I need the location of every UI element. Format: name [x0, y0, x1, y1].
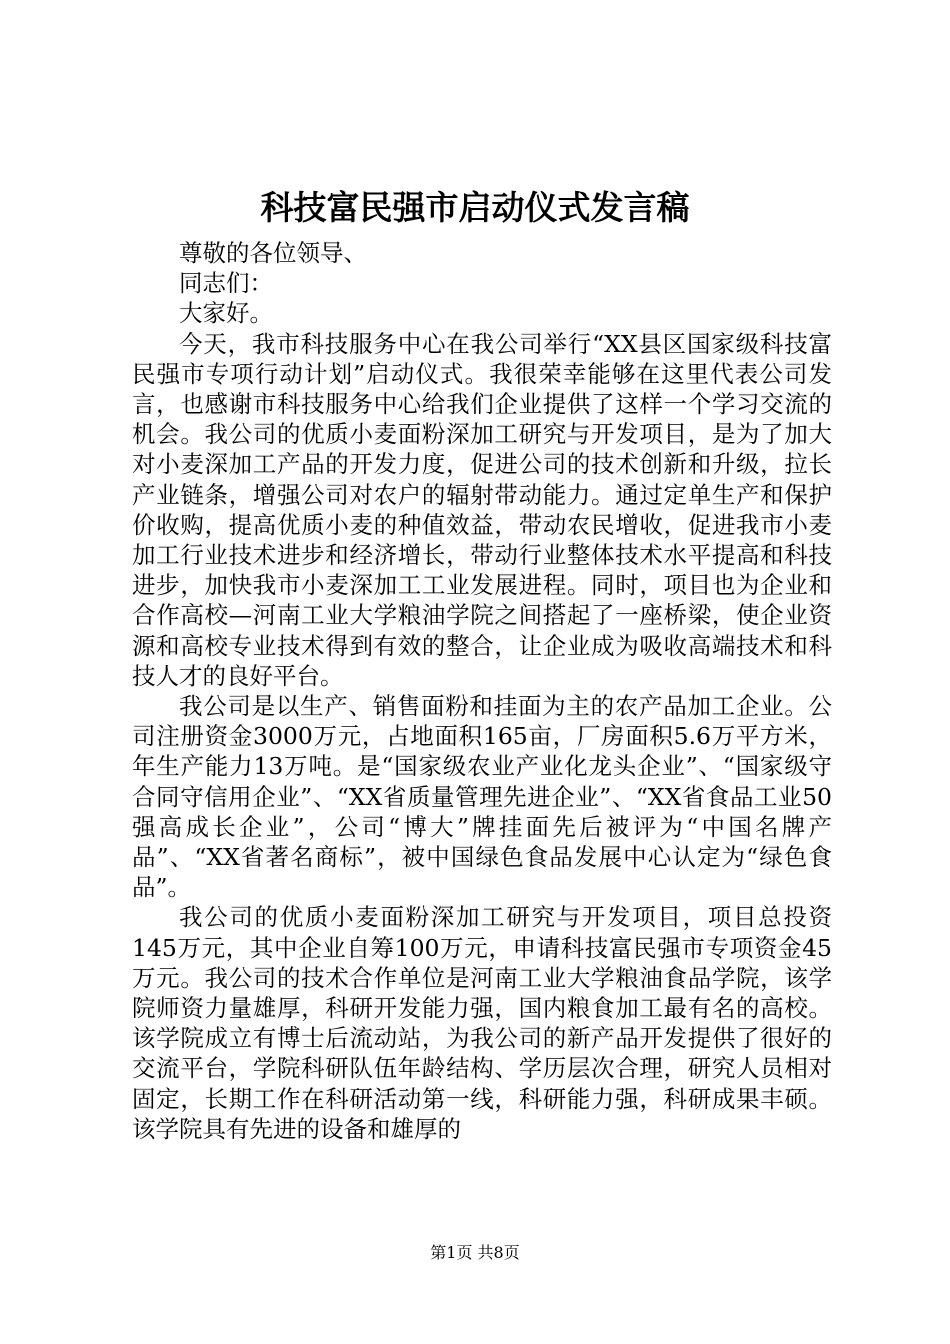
salutation-leaders: 尊敬的各位领导、 — [179, 239, 367, 267]
salutation-comrades: 同志们： — [179, 269, 273, 298]
paragraph-project: 我公司的优质小麦面粉深加工研究与开发项目，项目总投资145万元，其中企业自筹100万元，申请科技富民强市专项资金45万元。我公司的技术合作单位是河南工业大学粮油食品学院，该学院师资力量雄厚，科研开发能力强，国内粮食加工最有名的高校。该学院成立有博士后流动站，为我公司的新产品开发提供了很好的交流平台，学院科研队伍年龄结构、学历层次合理，研究人员相对固定，长期工作在科研活动第一线，科研能力强，科研成果丰硕。该学院具有先进的设备和雄厚的 — [132, 903, 832, 1143]
paragraph-intro: 今天，我市科技服务中心在我公司举行“XX县区国家级科技富民强市专项行动计划”启动仪式。我很荣幸能够在这里代表公司发言，也感谢市科技服务中心给我们企业提供了这样一个学习交流的机会。我公司的优质小麦面粉深加工研究与开发项目，是为了加大对小麦深加工产品的开发力度，促进公司的技术创新和升级，拉长产业链条，增强公司对农户的辐射带动能力。通过定单生产和保护价收购，提高优质小麦的种值效益，带动农民增收，促进我市小麦加工行业技术进步和经济增长，带动行业整体技术水平提高和科技进步，加快我市小麦深加工工业发展进程。同时，项目也为企业和合作高校—河南工业大学粮油学院之间搭起了一座桥梁，使企业资源和高校专业技术得到有效的整合，让企业成为吸收高端技术和科技人才的良好平台。 — [132, 329, 832, 690]
page-title: 科技富民强市启动仪式发言稿 — [260, 188, 690, 227]
document-body — [132, 238, 832, 1144]
paragraph-company-profile: 我公司是以生产、销售面粉和挂面为主的农产品加工企业。公司注册资金3000万元，占地面积165亩，厂房面积5.6万平方米，年生产能力13万吨。是“国家级农业产业化龙头企业”、“国家级守合同守信用企业”、“XX省质量管理先进企业”、“XX省食品工业50强高成长企业”，公司“博大”牌挂面先后被评为“中国名牌产品”、“XX省著名商标”，被中国绿色食品发展中心认定为“绿色食品”。 — [132, 692, 832, 902]
greeting: 大家好。 — [179, 299, 273, 328]
page-footer: 第1页 共8页 — [430, 1243, 520, 1262]
